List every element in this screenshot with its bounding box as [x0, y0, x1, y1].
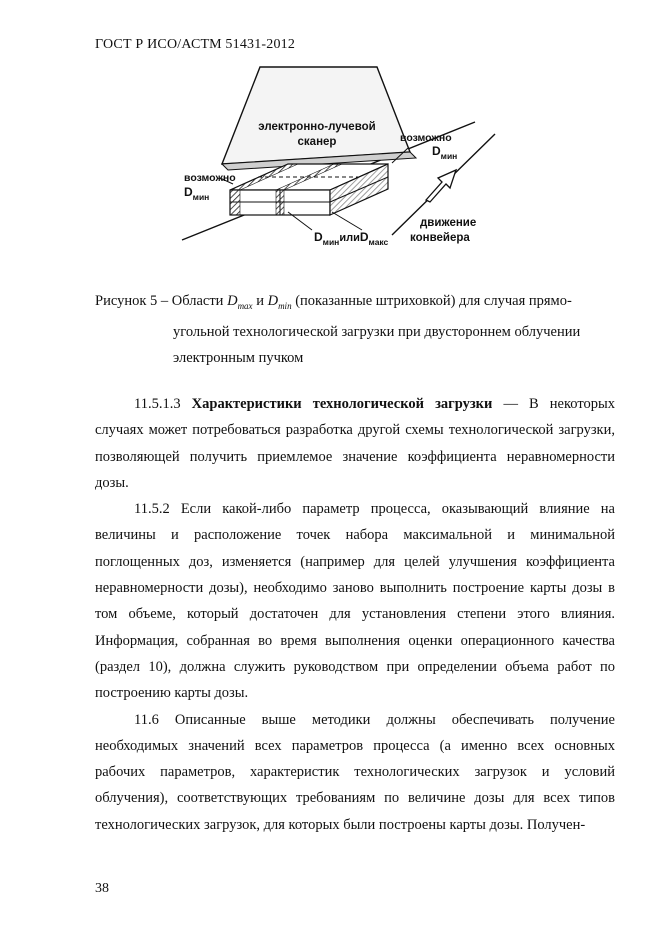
caption-dmin: $D_{min}$ [267, 293, 292, 311]
figure-5 [170, 60, 530, 250]
paragraph-11-5-2: 11.5.2 Если какой-либо параметр процесса, оказывающий влияние на величины и расположение точек набора максимальной и минимальной поглощенных доз, изменяется (например для целей улучшения коэффициента неравномерности дозы), необходимо заново выполнить построение карты дозы в том объеме, который достаточен для установления степени этого влияния. Информация, собранная во время выполнения оценки операционного качества (раздел 10), должна служить руководством при определении объема работ по построению карты дозы. [95, 501, 615, 702]
scanner-horn [222, 67, 410, 164]
figure-caption [95, 288, 615, 371]
dmin-left: $D_{мин}$ [184, 185, 210, 202]
caption-dmax: $D_{max}$ [227, 293, 253, 311]
body-text [95, 391, 615, 838]
conveyor-label-1: движение [420, 217, 477, 229]
possible-label-right: возможно [400, 132, 452, 144]
paragraph-11-6: 11.6 Описанные выше методики должны обеспечивать получение необходимых значений всех параметров процесса (а именно всех основных рабочих параметров, характеристик технологических загрузок и условий облучения), соответствующих требованиям по величине дозы для всех типов технологических загрузок, для которых были построены карты дозы. Получен- [95, 711, 615, 833]
conveyor-direction-arrow [426, 170, 456, 202]
caption-line-2: угольной технологической загрузки при двустороннем облучении [173, 323, 581, 340]
scanner-label-1: электронно-лучевой [258, 121, 376, 133]
scanner-label-2: сканер [297, 136, 337, 148]
dmin-or-dmax-label: $D_{мин}илиD_{макс}$ [314, 230, 389, 247]
document-header [95, 37, 295, 53]
irradiation-diagram [170, 60, 530, 250]
dmin-right: $D_{мин}$ [432, 144, 458, 161]
conveyor-label-2: конвейера [410, 232, 470, 244]
caption-line-3: электронным пучком [173, 349, 304, 366]
paragraph-heading: Характеристики технологической загрузки [191, 396, 493, 412]
standard-title: ГОСТ Р ИСО/АСТМ 51431-2012 [95, 37, 296, 52]
paragraph-11-5-1-3: 11.5.1.3 Характеристики технологической загрузки — В некоторых случаях может потребоваться разработка другой схемы технологической загрузки, позволяющей получить приемлемое значение коэффициента неравномерности дозы. [95, 396, 615, 491]
page-number: 38 [95, 881, 109, 896]
possible-label-left: возможно [184, 172, 236, 184]
hatch-left-edge [230, 190, 240, 215]
caption-line-1: Рисунок 5 – Области $D_{max}$ и $D_{min}$ (показанные штриховкой) для случая прямо- [95, 293, 572, 311]
